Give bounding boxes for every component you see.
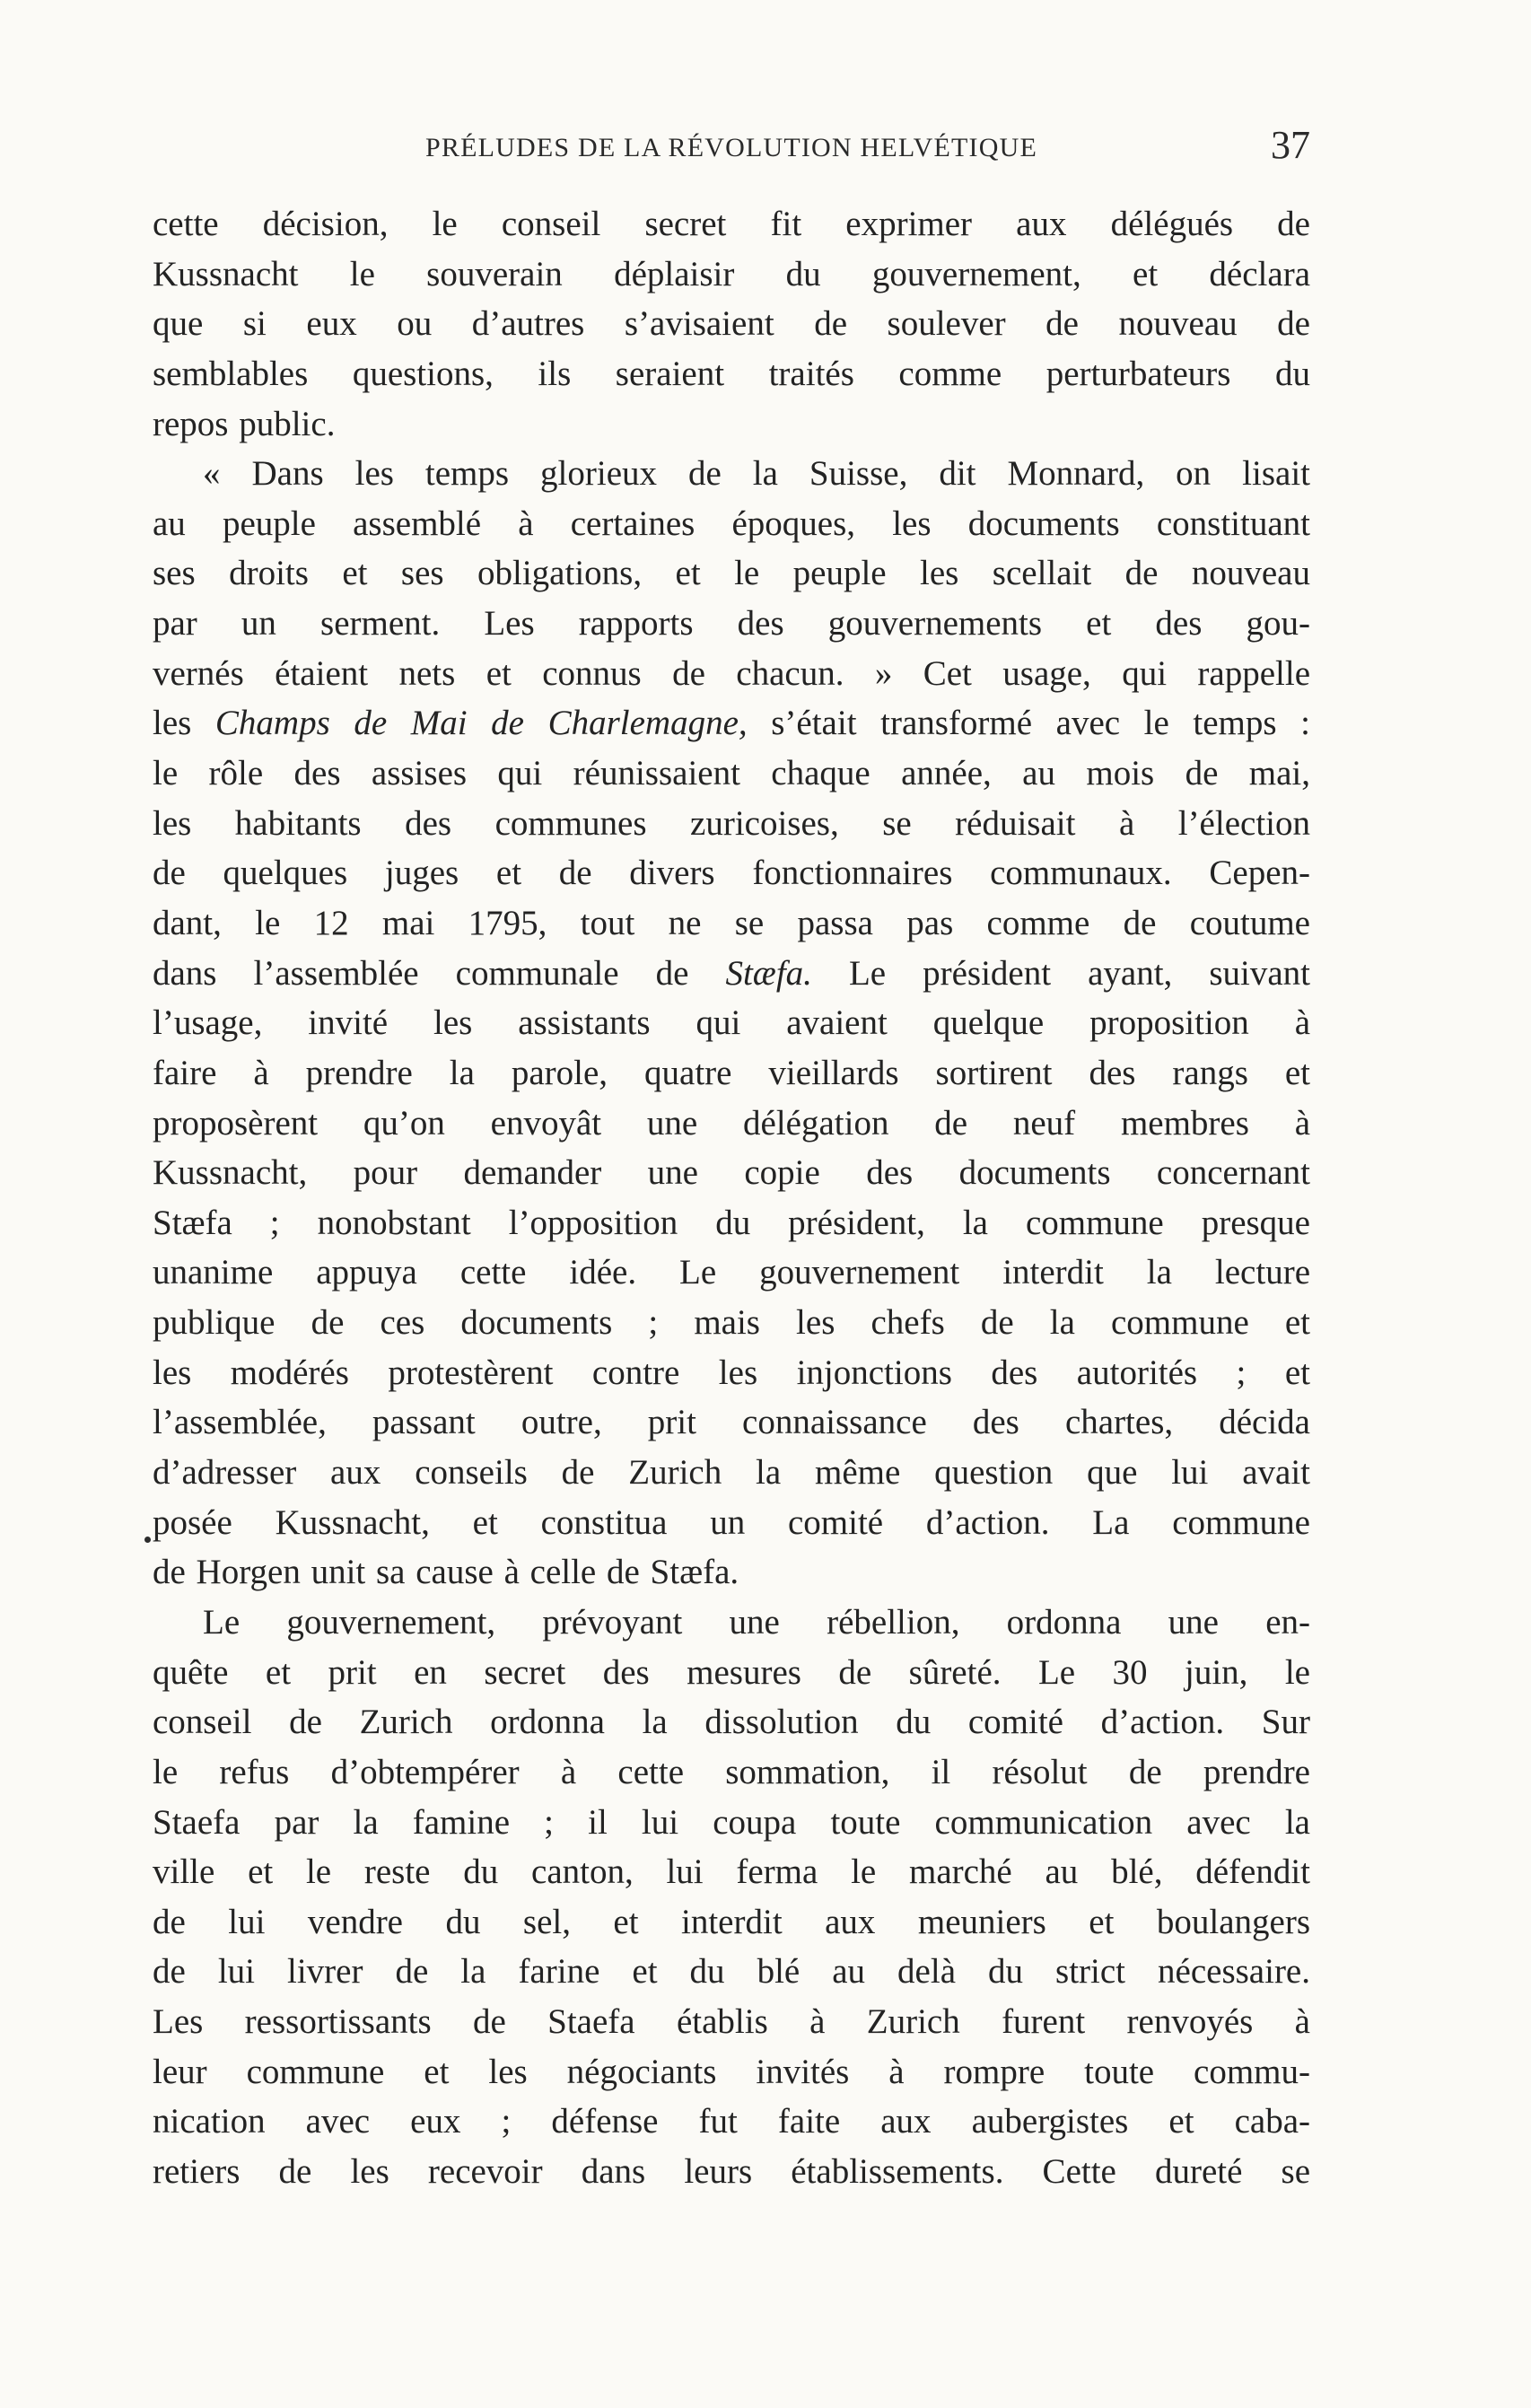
- text-line: posée Kussnacht, et constitua un comité d’action. La commune: [153, 1502, 1310, 1542]
- text-line: conseil de Zurich ordonna la dissolution du comité d’action. Sur: [153, 1703, 1310, 1742]
- text-line: repos public.: [153, 404, 336, 443]
- text-line: retiers de les recevoir dans leurs établissements. Cette dureté se: [153, 2151, 1310, 2191]
- page-number: 37: [1271, 123, 1310, 167]
- text-line: les habitants des communes zuricoises, se réduisait à l’élection: [153, 803, 1310, 843]
- text-line: [153, 949, 1310, 999]
- text-line: Stæfa ; nonobstant l’opposition du président, la commune presque: [153, 1203, 1310, 1242]
- text-line: semblables questions, ils seraient traités comme perturbateurs du: [153, 354, 1310, 393]
- ink-speck: [144, 1537, 151, 1543]
- text-line: Kussnacht, pour demander une copie des documents concernant: [153, 1153, 1310, 1193]
- text-line: proposèrent qu’on envoyât une délégation de neuf membres à: [153, 1103, 1310, 1143]
- text-line: publique de ces documents ; mais les chefs de la commune et: [153, 1303, 1310, 1343]
- body-text: [153, 199, 1310, 2197]
- text-line: le refus d’obtempérer à cette sommation, il résolut de prendre: [153, 1752, 1310, 1791]
- text-line: ville et le reste du canton, lui ferma le marché au blé, défendit: [153, 1852, 1310, 1892]
- text-line: [153, 698, 1310, 749]
- text-line: vernés étaient nets et connus de chacun. » Cet usage, qui rappelle: [153, 653, 1310, 693]
- text-line: les modérés protestèrent contre les injonctions des autorités ; et: [153, 1353, 1310, 1392]
- text-segment: dans l’assemblée communale de: [153, 953, 726, 993]
- text-line: leur commune et les négociants invités à rompre toute commu-: [153, 2052, 1310, 2091]
- italic-phrase: Champs de Mai de Charlemagne,: [214, 704, 748, 743]
- text-line: dant, le 12 mai 1795, tout ne se passa pas comme de coutume: [153, 903, 1310, 942]
- text-line: l’usage, invité les assistants qui avaient quelque proposition à: [153, 1003, 1310, 1043]
- text-line: « Dans les temps glorieux de la Suisse, dit Monnard, on lisait: [203, 454, 1310, 494]
- text-line: de quelques juges et de divers fonctionnaires communaux. Cepen-: [153, 854, 1310, 893]
- text-segment: Le président ayant, suivant: [811, 953, 1310, 993]
- text-segment: s’était transformé avec le temps :: [747, 704, 1310, 743]
- running-title: PRÉLUDES DE LA RÉVOLUTION HELVÉTIQUE: [424, 133, 1038, 162]
- text-line: l’assemblée, passant outre, prit connaissance des chartes, décida: [153, 1403, 1310, 1442]
- text-line: cette décision, le conseil secret fit exprimer aux délégués de: [153, 205, 1310, 243]
- text-line: de lui livrer de la farine et du blé au delà du strict nécessaire.: [153, 1952, 1310, 1992]
- text-line: Les ressortissants de Staefa établis à Zurich furent renvoyés à: [153, 2002, 1310, 2042]
- text-line: nication avec eux ; défense fut faite aux aubergistes et caba-: [153, 2102, 1310, 2141]
- text-line: le rôle des assises qui réunissaient chaque année, au mois de mai,: [153, 754, 1310, 793]
- text-line: quête et prit en secret des mesures de sûreté. Le 30 juin, le: [153, 1652, 1310, 1692]
- text-line: ses droits et ses obligations, et le peuple les scellait de nouveau: [153, 554, 1310, 593]
- text-line: de lui vendre du sel, et interdit aux meuniers et boulangers: [153, 1902, 1310, 1941]
- text-line: Staefa par la famine ; il lui coupa toute communication avec la: [153, 1802, 1310, 1842]
- text-line: de Horgen unit sa cause à celle de Stæfa.: [153, 1553, 739, 1592]
- text-segment: les: [153, 704, 215, 743]
- text-line: au peuple assemblé à certaines époques, les documents constituant: [153, 503, 1310, 543]
- text-line: par un serment. Les rapports des gouvernements et des gou-: [153, 604, 1310, 644]
- running-header: [153, 122, 1310, 176]
- italic-phrase: Stæfa.: [725, 953, 812, 993]
- text-line: d’adresser aux conseils de Zurich la même question que lui avait: [153, 1453, 1310, 1493]
- text-line: Kussnacht le souverain déplaisir du gouvernement, et déclara: [153, 254, 1310, 293]
- text-line: faire à prendre la parole, quatre vieillards sortirent des rangs et: [153, 1053, 1310, 1092]
- text-line: que si eux ou d’autres s’avisaient de soulever de nouveau de: [153, 304, 1310, 344]
- text-line: unanime appuya cette idée. Le gouvernement interdit la lecture: [153, 1253, 1310, 1292]
- text-line: Le gouvernement, prévoyant une rébellion, ordonna une en-: [203, 1602, 1310, 1642]
